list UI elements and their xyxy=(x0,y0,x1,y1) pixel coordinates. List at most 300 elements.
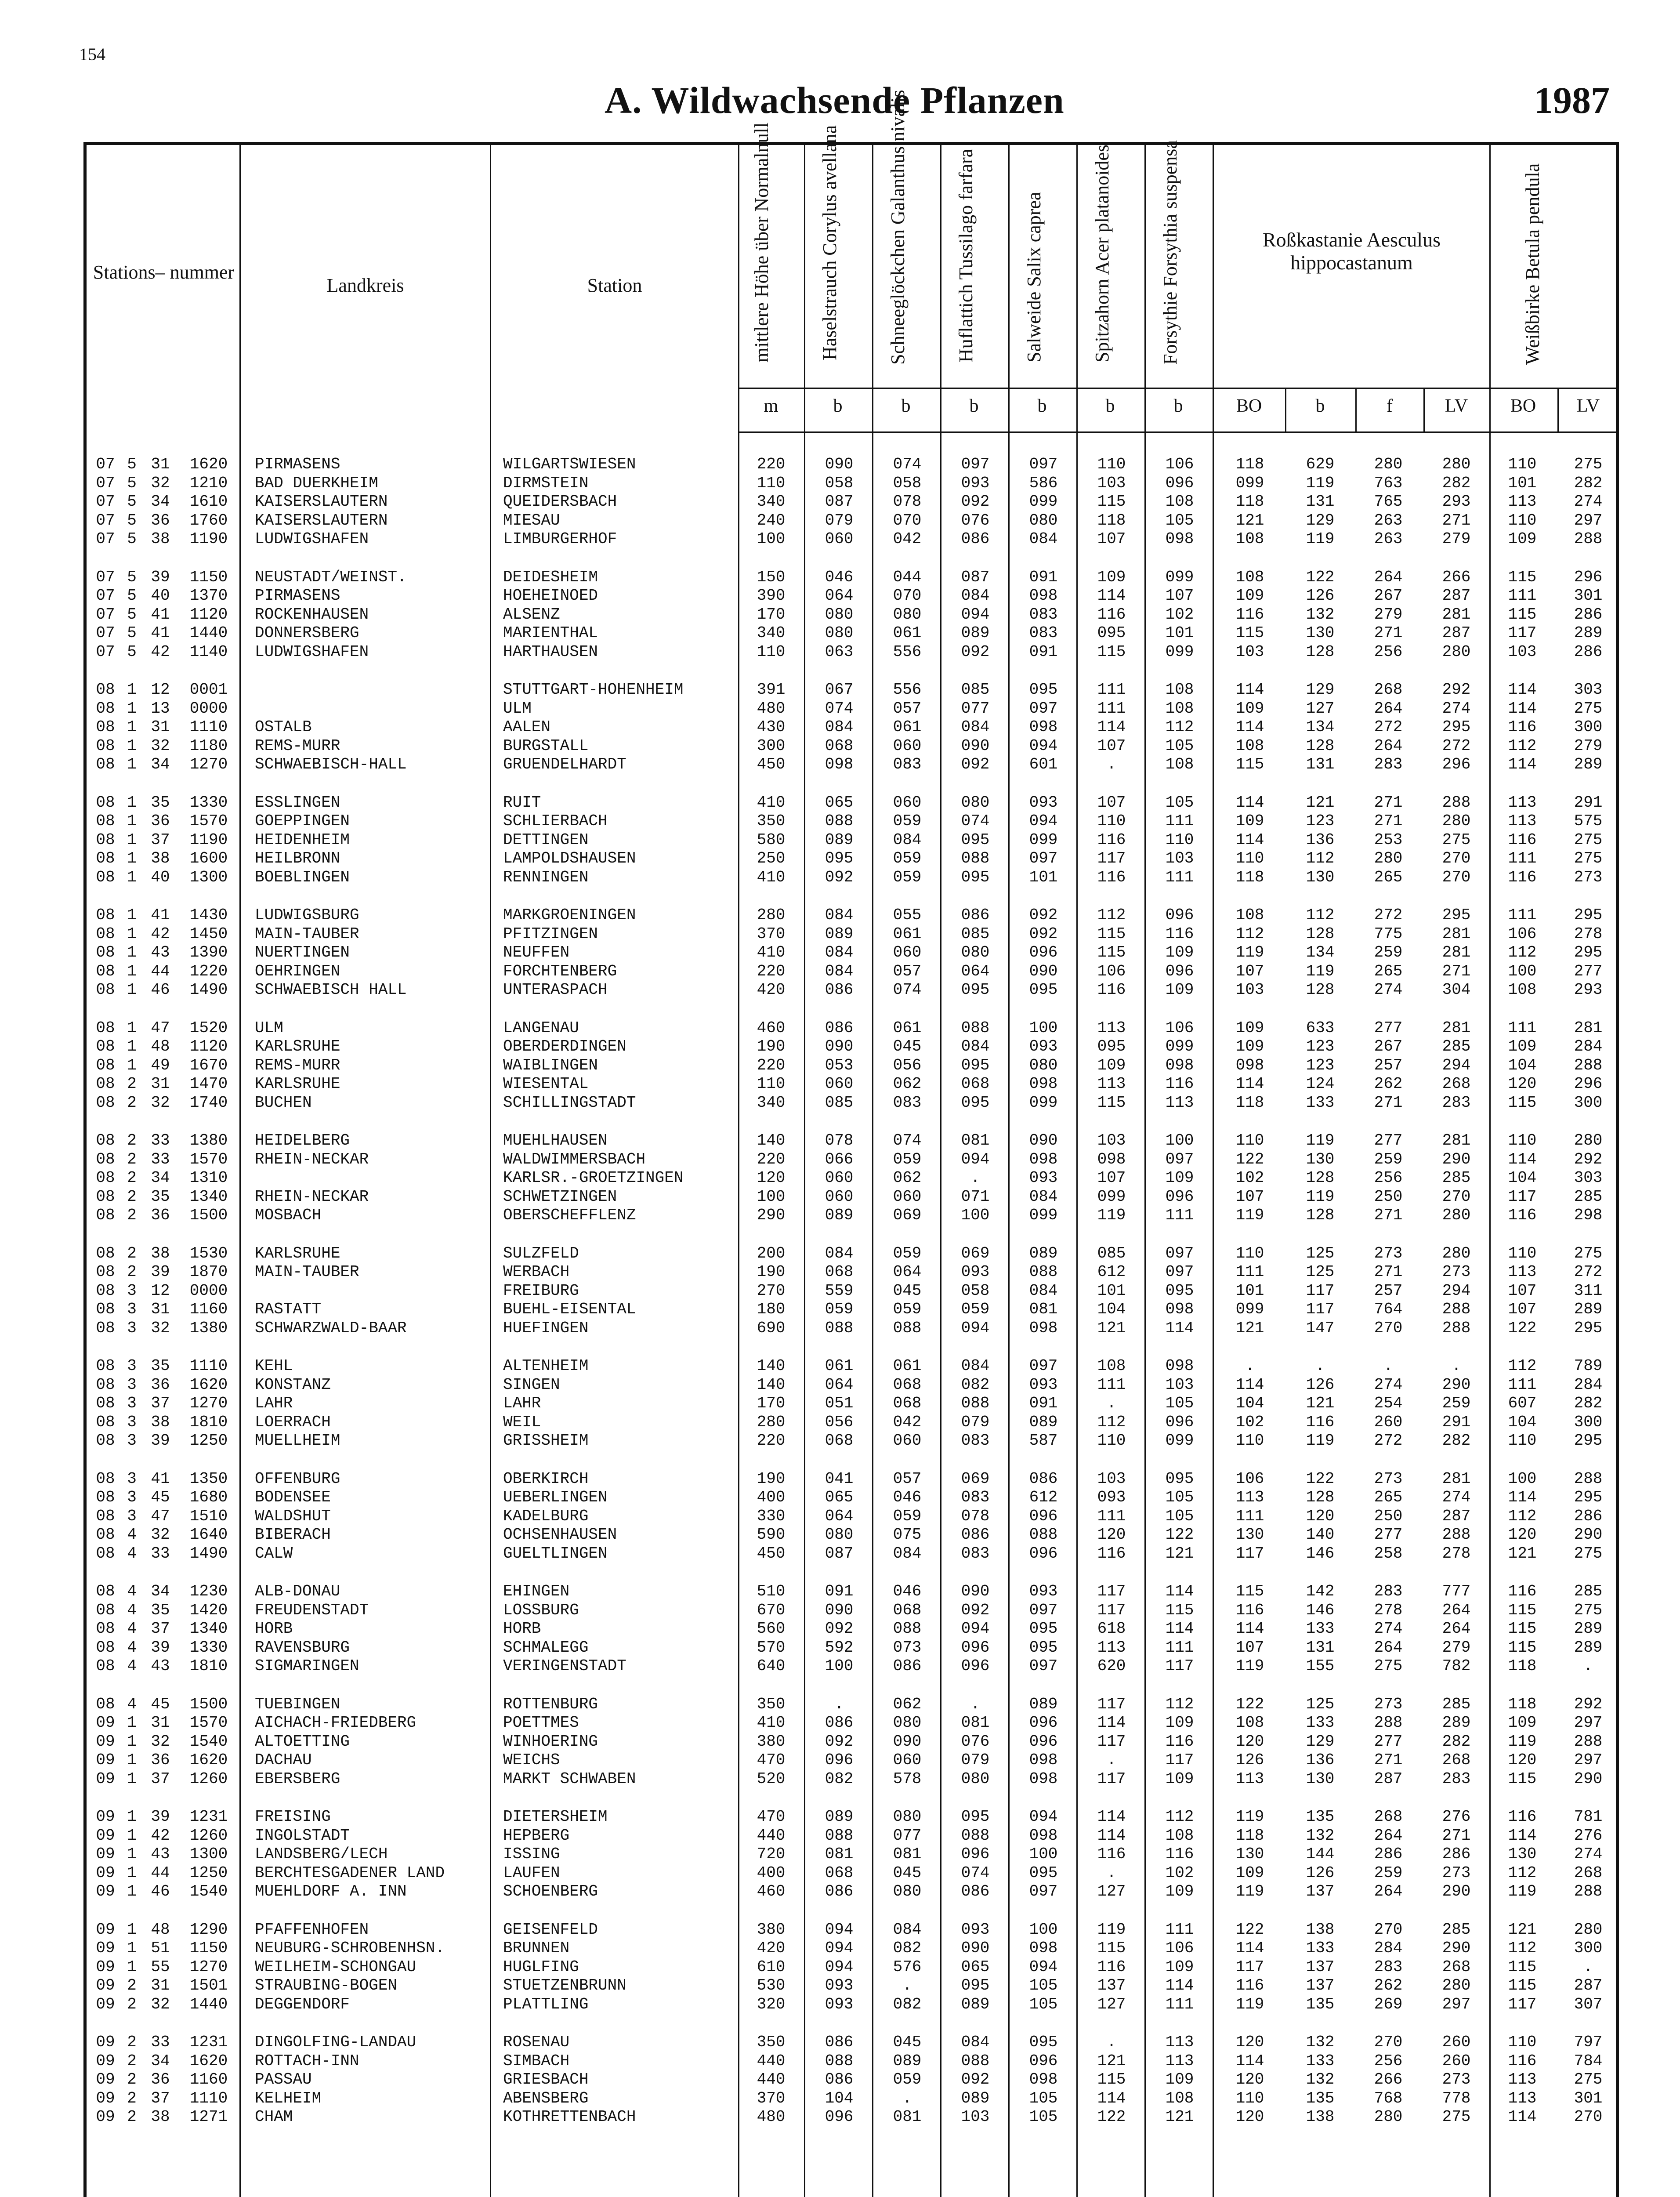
chestnut-bo-cell: 114 xyxy=(1235,718,1264,736)
snowdrop-cell: 059 xyxy=(893,812,922,830)
snowdrop-cell: 058 xyxy=(893,474,922,492)
forsythia-cell: 095 xyxy=(1165,1281,1194,1300)
forsythia-cell: 111 xyxy=(1165,1638,1194,1657)
station-cell: HOEHEINOED xyxy=(503,587,598,605)
birch-lv-cell: 301 xyxy=(1574,587,1603,605)
willow-cell: 096 xyxy=(1029,2052,1058,2070)
station-region: 08 xyxy=(96,1657,115,1675)
chestnut-bo-cell: 120 xyxy=(1235,2033,1264,2051)
maple-cell: 114 xyxy=(1097,718,1126,736)
station-id: 0000 xyxy=(189,1281,228,1300)
birch-bo-cell: 116 xyxy=(1508,2052,1537,2070)
willow-cell: 083 xyxy=(1029,605,1058,624)
station-area: 55 xyxy=(151,1958,170,1976)
chestnut-bo-cell: 119 xyxy=(1235,1808,1264,1826)
header-snowdrop: Schneeglöckchen Galanthus nivalis xyxy=(887,90,909,365)
chestnut-lv-cell: 295 xyxy=(1442,718,1471,736)
forsythia-cell: 096 xyxy=(1165,962,1194,980)
coltsfoot-cell: 080 xyxy=(961,943,990,961)
birch-bo-cell: 112 xyxy=(1508,1863,1537,1882)
birch-bo-cell: 117 xyxy=(1508,1187,1537,1206)
coltsfoot-cell: . xyxy=(970,1695,980,1713)
chestnut-lv-cell: 281 xyxy=(1442,943,1471,961)
hazel-cell: 090 xyxy=(825,455,854,473)
chestnut-b-cell: 128 xyxy=(1306,1488,1335,1506)
chestnut-f-cell: 265 xyxy=(1374,962,1403,980)
maple-cell: 116 xyxy=(1097,605,1126,624)
coltsfoot-cell: 094 xyxy=(961,605,990,624)
altitude-cell: 410 xyxy=(757,943,786,961)
forsythia-cell: 113 xyxy=(1165,1093,1194,1112)
station-id: 1370 xyxy=(189,587,228,605)
station-area: 43 xyxy=(151,943,170,961)
snowdrop-cell: 070 xyxy=(893,587,922,605)
birch-bo-cell: 116 xyxy=(1508,1582,1537,1600)
coltsfoot-cell: 095 xyxy=(961,1976,990,1994)
birch-lv-cell: 280 xyxy=(1574,1920,1603,1939)
chestnut-f-cell: 271 xyxy=(1374,793,1403,812)
chestnut-bo-cell: 118 xyxy=(1235,868,1264,886)
snowdrop-cell: 060 xyxy=(893,793,922,812)
coltsfoot-cell: 077 xyxy=(961,699,990,718)
chestnut-bo-cell: 122 xyxy=(1235,1920,1264,1939)
header-district: Landkreis xyxy=(326,275,404,296)
coltsfoot-cell: 092 xyxy=(961,1601,990,1619)
station-subregion: 1 xyxy=(127,1019,137,1037)
coltsfoot-cell: 092 xyxy=(961,755,990,773)
maple-cell: 121 xyxy=(1097,2052,1126,2070)
chestnut-bo-cell: 099 xyxy=(1235,474,1264,492)
chestnut-lv-cell: 279 xyxy=(1442,1638,1471,1657)
birch-lv-cell: 281 xyxy=(1574,1019,1603,1037)
station-subregion: 3 xyxy=(127,1375,137,1394)
station-subregion: 1 xyxy=(127,1056,137,1074)
birch-bo-cell: 112 xyxy=(1508,736,1537,755)
altitude-cell: 220 xyxy=(757,1150,786,1168)
coltsfoot-cell: 090 xyxy=(961,1939,990,1957)
station-subregion: 4 xyxy=(127,1657,137,1675)
birch-lv-cell: 297 xyxy=(1574,1714,1603,1732)
willow-cell: 099 xyxy=(1029,1093,1058,1112)
table-row xyxy=(0,1770,1680,1789)
chestnut-b-cell: 119 xyxy=(1306,962,1335,980)
hazel-cell: 086 xyxy=(825,1019,854,1037)
willow-cell: 095 xyxy=(1029,2033,1058,2051)
coltsfoot-cell: 092 xyxy=(961,642,990,661)
birch-bo-cell: 113 xyxy=(1508,1263,1537,1281)
maple-cell: . xyxy=(1107,1863,1116,1882)
station-id: 1570 xyxy=(189,812,228,830)
altitude-cell: 460 xyxy=(757,1019,786,1037)
birch-bo-cell: 119 xyxy=(1508,1732,1537,1751)
chestnut-bo-cell: 109 xyxy=(1235,1019,1264,1037)
chestnut-b-cell: 128 xyxy=(1306,736,1335,755)
chestnut-bo-cell: 108 xyxy=(1235,1714,1264,1732)
station-subregion: 2 xyxy=(127,1075,137,1093)
hazel-cell: 060 xyxy=(825,1187,854,1206)
station-subregion: 1 xyxy=(127,868,137,886)
chestnut-lv-cell: 285 xyxy=(1442,1169,1471,1187)
station-id: 1610 xyxy=(189,493,228,511)
coltsfoot-cell: 090 xyxy=(961,1582,990,1600)
willow-cell: 097 xyxy=(1029,849,1058,867)
forsythia-cell: 116 xyxy=(1165,1075,1194,1093)
station-id: 1670 xyxy=(189,1056,228,1074)
hazel-cell: 068 xyxy=(825,1263,854,1281)
district-cell: BUCHEN xyxy=(255,1093,312,1112)
birch-lv-cell: 274 xyxy=(1574,1845,1603,1863)
birch-lv-cell: 282 xyxy=(1574,474,1603,492)
hazel-cell: 093 xyxy=(825,1995,854,2013)
hazel-cell: 080 xyxy=(825,624,854,642)
station-id: 1110 xyxy=(189,718,228,736)
snowdrop-cell: 556 xyxy=(893,642,922,661)
maple-cell: 111 xyxy=(1097,681,1126,699)
station-id: 1300 xyxy=(189,868,228,886)
maple-cell: . xyxy=(1107,2033,1116,2051)
coltsfoot-cell: 089 xyxy=(961,1995,990,2013)
row-group xyxy=(0,455,1680,549)
station-area: 32 xyxy=(151,1093,170,1112)
chestnut-b-cell: 125 xyxy=(1306,1695,1335,1713)
chestnut-lv-cell: 276 xyxy=(1442,1808,1471,1826)
snowdrop-cell: 060 xyxy=(893,736,922,755)
chestnut-b-cell: 130 xyxy=(1306,1769,1335,1788)
maple-cell: 114 xyxy=(1097,1714,1126,1732)
chestnut-b-cell: 140 xyxy=(1306,1526,1335,1544)
snowdrop-cell: 045 xyxy=(893,1863,922,1882)
hazel-cell: 086 xyxy=(825,981,854,999)
chestnut-f-cell: 763 xyxy=(1374,474,1403,492)
coltsfoot-cell: 064 xyxy=(961,962,990,980)
maple-cell: 115 xyxy=(1097,1939,1126,1957)
birch-lv-cell: 286 xyxy=(1574,1507,1603,1525)
forsythia-cell: 106 xyxy=(1165,1019,1194,1037)
station-id: 1230 xyxy=(189,1582,228,1600)
snowdrop-cell: 089 xyxy=(893,2052,922,2070)
station-area: 36 xyxy=(151,1751,170,1769)
birch-bo-cell: 113 xyxy=(1508,812,1537,830)
station-cell: WIESENTAL xyxy=(503,1075,589,1093)
station-cell: ISSING xyxy=(503,1845,560,1863)
station-cell: WERBACH xyxy=(503,1263,570,1281)
willow-cell: 096 xyxy=(1029,1714,1058,1732)
hazel-cell: 089 xyxy=(825,830,854,849)
birch-lv-cell: 290 xyxy=(1574,1526,1603,1544)
chestnut-b-cell: 137 xyxy=(1306,1882,1335,1900)
chestnut-bo-cell: 130 xyxy=(1235,1845,1264,1863)
station-area: 33 xyxy=(151,1131,170,1149)
district-cell: ALB-DONAU xyxy=(255,1582,340,1600)
snowdrop-cell: 045 xyxy=(893,2033,922,2051)
coltsfoot-cell: 097 xyxy=(961,455,990,473)
chestnut-f-cell: 258 xyxy=(1374,1544,1403,1563)
hazel-cell: 096 xyxy=(825,2108,854,2126)
chestnut-b-cell: 132 xyxy=(1306,2033,1335,2051)
maple-cell: 119 xyxy=(1097,1920,1126,1939)
birch-lv-cell: 275 xyxy=(1574,699,1603,718)
table-row xyxy=(0,1714,1680,1733)
willow-cell: 098 xyxy=(1029,2070,1058,2088)
birch-bo-cell: 109 xyxy=(1508,1037,1537,1055)
birch-lv-cell: 297 xyxy=(1574,511,1603,529)
station-cell: WILGARTSWIESEN xyxy=(503,455,636,473)
coltsfoot-cell: 094 xyxy=(961,1150,990,1168)
birch-lv-cell: 296 xyxy=(1574,1075,1603,1093)
district-cell: LUDWIGSHAFEN xyxy=(255,530,369,548)
forsythia-cell: 102 xyxy=(1165,1863,1194,1882)
station-id: 1500 xyxy=(189,1206,228,1224)
forsythia-cell: 112 xyxy=(1165,1695,1194,1713)
chestnut-f-cell: 272 xyxy=(1374,718,1403,736)
district-cell: SCHWAEBISCH HALL xyxy=(255,981,407,999)
station-region: 09 xyxy=(96,1826,115,1845)
chestnut-lv-cell: 271 xyxy=(1442,511,1471,529)
forsythia-cell: 108 xyxy=(1165,681,1194,699)
row-group xyxy=(0,794,1680,887)
hazel-cell: 088 xyxy=(825,2052,854,2070)
station-id: 1620 xyxy=(189,2052,228,2070)
district-cell: LUDWIGSHAFEN xyxy=(255,642,369,661)
station-subregion: 2 xyxy=(127,2089,137,2107)
hazel-cell: 093 xyxy=(825,1976,854,1994)
birch-bo-cell: 113 xyxy=(1508,493,1537,511)
station-area: 37 xyxy=(151,2089,170,2107)
snowdrop-cell: 060 xyxy=(893,1751,922,1769)
willow-cell: 098 xyxy=(1029,1150,1058,1168)
birch-lv-cell: 300 xyxy=(1574,1093,1603,1112)
altitude-cell: 440 xyxy=(757,2052,786,2070)
birch-bo-cell: 114 xyxy=(1508,755,1537,773)
chestnut-lv-cell: 778 xyxy=(1442,2089,1471,2107)
chestnut-f-cell: 286 xyxy=(1374,1845,1403,1863)
chestnut-f-cell: 274 xyxy=(1374,981,1403,999)
snowdrop-cell: 061 xyxy=(893,624,922,642)
hazel-cell: 088 xyxy=(825,1826,854,1845)
willow-cell: 088 xyxy=(1029,1263,1058,1281)
station-region: 08 xyxy=(96,1432,115,1450)
chestnut-f-cell: 265 xyxy=(1374,868,1403,886)
snowdrop-cell: 068 xyxy=(893,1394,922,1412)
birch-bo-cell: 119 xyxy=(1508,1882,1537,1900)
willow-cell: 098 xyxy=(1029,1826,1058,1845)
station-id: 1740 xyxy=(189,1093,228,1112)
altitude-cell: 140 xyxy=(757,1375,786,1394)
birch-lv-cell: 275 xyxy=(1574,830,1603,849)
snowdrop-cell: 064 xyxy=(893,1263,922,1281)
station-cell: GEISENFELD xyxy=(503,1920,598,1939)
station-id: 1570 xyxy=(189,1150,228,1168)
willow-cell: 097 xyxy=(1029,1882,1058,1900)
chestnut-f-cell: 256 xyxy=(1374,1169,1403,1187)
station-subregion: 1 xyxy=(127,736,137,755)
birch-lv-cell: . xyxy=(1583,1958,1593,1976)
station-area: 35 xyxy=(151,1601,170,1619)
chestnut-lv-cell: 275 xyxy=(1442,830,1471,849)
district-cell: NEUBURG-SCHROBENHSN. xyxy=(255,1939,445,1957)
chestnut-b-cell: 137 xyxy=(1306,1958,1335,1976)
snowdrop-cell: 042 xyxy=(893,530,922,548)
birch-lv-cell: 297 xyxy=(1574,1751,1603,1769)
station-subregion: 4 xyxy=(127,1638,137,1657)
station-cell: DIETERSHEIM xyxy=(503,1808,608,1826)
hazel-cell: 087 xyxy=(825,493,854,511)
station-region: 08 xyxy=(96,1469,115,1488)
station-subregion: 1 xyxy=(127,1826,137,1845)
chestnut-f-cell: 267 xyxy=(1374,1037,1403,1055)
maple-cell: 117 xyxy=(1097,1769,1126,1788)
station-id: 1620 xyxy=(189,1375,228,1394)
birch-lv-cell: 295 xyxy=(1574,1488,1603,1506)
chestnut-b-cell: 128 xyxy=(1306,642,1335,661)
hazel-cell: 084 xyxy=(825,962,854,980)
willow-cell: 098 xyxy=(1029,1319,1058,1337)
maple-cell: 104 xyxy=(1097,1300,1126,1318)
station-id: 0000 xyxy=(189,699,228,718)
table-row xyxy=(0,1601,1680,1620)
willow-cell: 089 xyxy=(1029,1244,1058,1262)
altitude-cell: 180 xyxy=(757,1300,786,1318)
altitude-cell: 220 xyxy=(757,1056,786,1074)
forsythia-cell: 112 xyxy=(1165,718,1194,736)
table-row xyxy=(0,1413,1680,1432)
unit-birch-lv: LV xyxy=(1576,396,1600,416)
chestnut-b-cell: 121 xyxy=(1306,1394,1335,1412)
station-region: 08 xyxy=(96,1093,115,1112)
coltsfoot-cell: 095 xyxy=(961,868,990,886)
station-subregion: 1 xyxy=(127,718,137,736)
header-coltsfoot: Huflattich Tussilago farfara xyxy=(955,149,977,363)
district-cell: ALTOETTING xyxy=(255,1732,350,1751)
row-group xyxy=(0,1131,1680,1225)
birch-lv-cell: 278 xyxy=(1574,924,1603,943)
chestnut-lv-cell: 285 xyxy=(1442,1920,1471,1939)
station-id: 1380 xyxy=(189,1319,228,1337)
station-subregion: 2 xyxy=(127,1187,137,1206)
chestnut-b-cell: 128 xyxy=(1306,1169,1335,1187)
station-cell: UEBERLINGEN xyxy=(503,1488,608,1506)
table-row xyxy=(0,1056,1680,1075)
table-row xyxy=(0,906,1680,925)
snowdrop-cell: 062 xyxy=(893,1169,922,1187)
coltsfoot-cell: 076 xyxy=(961,511,990,529)
birch-bo-cell: 101 xyxy=(1508,474,1537,492)
willow-cell: 098 xyxy=(1029,1769,1058,1788)
birch-bo-cell: 115 xyxy=(1508,1958,1537,1976)
chestnut-f-cell: 268 xyxy=(1374,1808,1403,1826)
coltsfoot-cell: 068 xyxy=(961,1075,990,1093)
station-cell: HEPBERG xyxy=(503,1826,570,1845)
hazel-cell: 094 xyxy=(825,1920,854,1939)
station-id: 1600 xyxy=(189,849,228,867)
station-cell: AALEN xyxy=(503,718,551,736)
birch-bo-cell: 115 xyxy=(1508,1638,1537,1657)
table-row xyxy=(0,1019,1680,1038)
birch-bo-cell: 109 xyxy=(1508,530,1537,548)
willow-cell: 084 xyxy=(1029,530,1058,548)
chestnut-f-cell: 268 xyxy=(1374,681,1403,699)
chestnut-bo-cell: 109 xyxy=(1235,812,1264,830)
hazel-cell: 074 xyxy=(825,699,854,718)
hazel-cell: 068 xyxy=(825,736,854,755)
district-cell: LUDWIGSBURG xyxy=(255,906,359,924)
station-area: 36 xyxy=(151,2070,170,2088)
hazel-cell: 084 xyxy=(825,718,854,736)
station-id: 1450 xyxy=(189,924,228,943)
chestnut-lv-cell: 286 xyxy=(1442,1845,1471,1863)
willow-cell: 098 xyxy=(1029,718,1058,736)
chestnut-lv-cell: 296 xyxy=(1442,755,1471,773)
station-area: 34 xyxy=(151,493,170,511)
coltsfoot-cell: 085 xyxy=(961,924,990,943)
station-subregion: 4 xyxy=(127,1601,137,1619)
station-subregion: 3 xyxy=(127,1469,137,1488)
station-area: 38 xyxy=(151,530,170,548)
table-row xyxy=(0,511,1680,530)
willow-cell: 092 xyxy=(1029,906,1058,924)
willow-cell: 097 xyxy=(1029,1357,1058,1375)
table-row xyxy=(0,681,1680,700)
station-cell: VERINGENSTADT xyxy=(503,1657,626,1675)
altitude-cell: 380 xyxy=(757,1732,786,1751)
table-row xyxy=(0,1827,1680,1845)
chestnut-lv-cell: 273 xyxy=(1442,1863,1471,1882)
forsythia-cell: 105 xyxy=(1165,1507,1194,1525)
station-cell: WEIL xyxy=(503,1413,541,1431)
station-id: 1540 xyxy=(189,1882,228,1900)
chestnut-lv-cell: 290 xyxy=(1442,1882,1471,1900)
maple-cell: 115 xyxy=(1097,924,1126,943)
station-region: 08 xyxy=(96,1526,115,1544)
hazel-cell: 061 xyxy=(825,1357,854,1375)
row-group xyxy=(0,1244,1680,1338)
table-row xyxy=(0,568,1680,587)
station-subregion: 4 xyxy=(127,1544,137,1563)
station-id: 1271 xyxy=(189,2108,228,2126)
chestnut-bo-cell: 111 xyxy=(1235,1263,1264,1281)
chestnut-bo-cell: 113 xyxy=(1235,1769,1264,1788)
birch-lv-cell: 289 xyxy=(1574,1620,1603,1638)
station-region: 09 xyxy=(96,1845,115,1863)
chestnut-bo-cell: 111 xyxy=(1235,1507,1264,1525)
table-row xyxy=(0,1131,1680,1150)
forsythia-cell: 109 xyxy=(1165,1169,1194,1187)
table-row xyxy=(0,530,1680,549)
table-row xyxy=(0,2052,1680,2071)
chestnut-b-cell: 117 xyxy=(1306,1300,1335,1318)
station-cell: ULM xyxy=(503,699,532,718)
station-area: 31 xyxy=(151,455,170,473)
willow-cell: 083 xyxy=(1029,624,1058,642)
birch-lv-cell: 275 xyxy=(1574,455,1603,473)
table-row xyxy=(0,643,1680,662)
birch-bo-cell: 113 xyxy=(1508,2070,1537,2088)
coltsfoot-cell: 095 xyxy=(961,1093,990,1112)
snowdrop-cell: 078 xyxy=(893,493,922,511)
station-cell: LANGENAU xyxy=(503,1019,579,1037)
unit-chestnut-b: b xyxy=(1315,396,1325,416)
willow-cell: 096 xyxy=(1029,1507,1058,1525)
chestnut-bo-cell: 119 xyxy=(1235,1882,1264,1900)
chestnut-bo-cell: 114 xyxy=(1235,793,1264,812)
hazel-cell: 086 xyxy=(825,1714,854,1732)
unit-snowdrop: b xyxy=(901,396,911,416)
willow-cell: 096 xyxy=(1029,1544,1058,1563)
chestnut-lv-cell: 287 xyxy=(1442,1507,1471,1525)
altitude-cell: 380 xyxy=(757,1920,786,1939)
district-cell: GOEPPINGEN xyxy=(255,812,350,830)
chestnut-b-cell: 125 xyxy=(1306,1244,1335,1262)
